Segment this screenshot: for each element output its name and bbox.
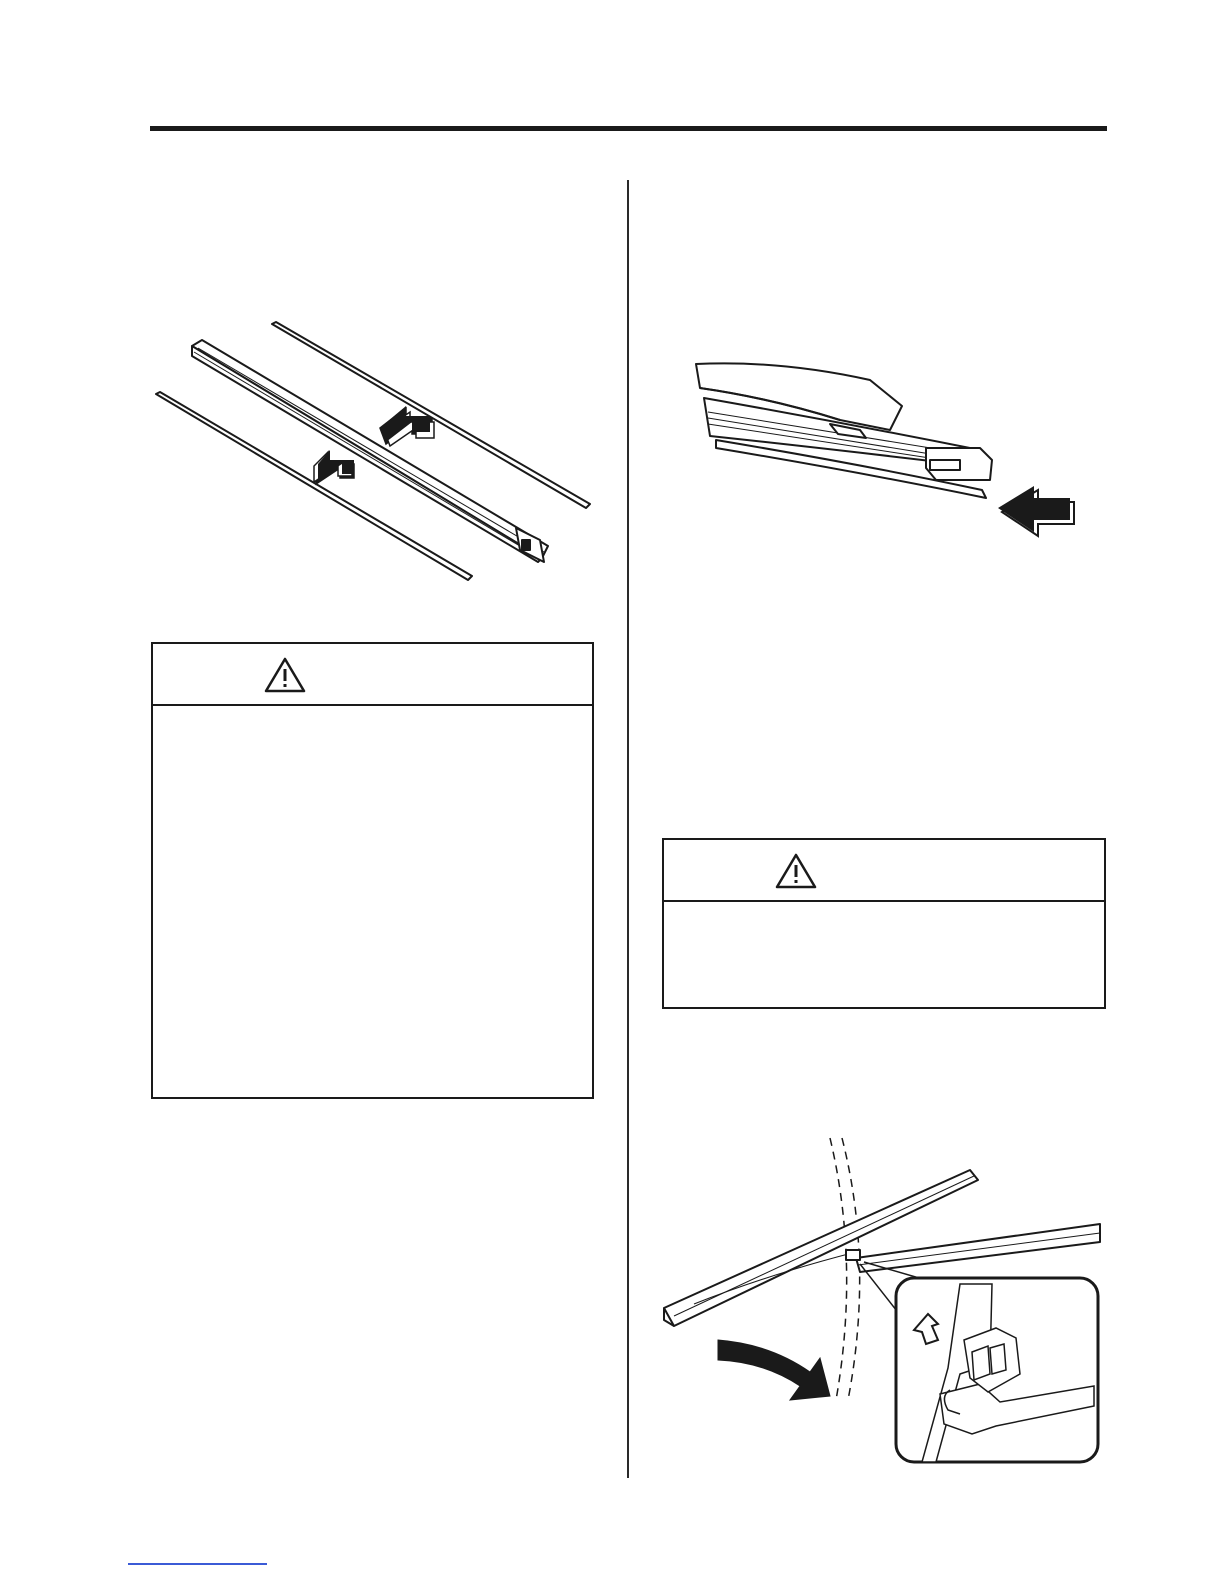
header-rule <box>150 126 1107 131</box>
warning-header-2 <box>664 840 1104 902</box>
warning-box-2 <box>662 838 1106 1009</box>
warning-triangle-icon <box>263 656 307 699</box>
wiper-blade-rubber-insert-diagram <box>150 318 600 588</box>
wiper-blade-end-cap-figure <box>690 352 1090 548</box>
column-divider <box>627 180 629 1478</box>
warning-box-1 <box>151 642 594 1099</box>
rear-wiper-blade-removal-diagram <box>660 1134 1104 1464</box>
wiper-blade-rubber-insert-figure <box>150 318 600 588</box>
warning-header-1 <box>153 644 592 706</box>
warning-triangle-icon <box>774 852 818 895</box>
rear-wiper-blade-removal-figure <box>660 1134 1104 1464</box>
wiper-blade-end-cap-push-diagram <box>690 352 1090 548</box>
footer-link-underline[interactable] <box>128 1563 267 1565</box>
